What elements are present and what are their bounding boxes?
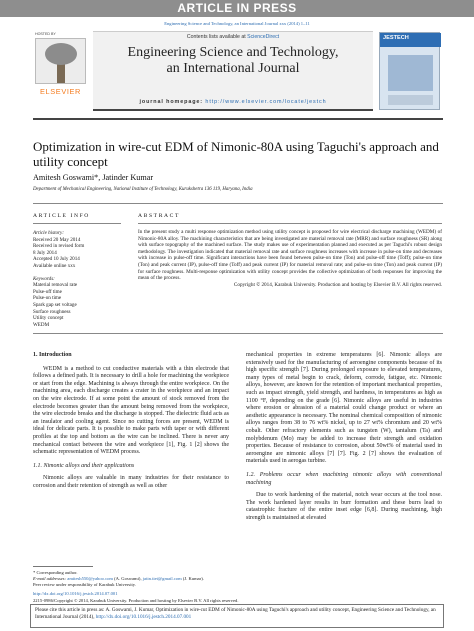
journal-name-line2: an International Journal bbox=[166, 61, 300, 76]
header-rule bbox=[33, 118, 443, 120]
contents-prefix: Contents lists available at bbox=[186, 34, 246, 40]
journal-name-line1: Engineering Science and Technology, bbox=[127, 45, 339, 60]
journal-title-box bbox=[93, 31, 373, 111]
elsevier-logo bbox=[33, 31, 88, 103]
issn-line: 2215-0986/Copyright © 2014, Karabuk University. Production and hosting by Elsevier B.V. All rights reserved. bbox=[33, 598, 239, 603]
body-left-column bbox=[33, 352, 229, 497]
doi-link[interactable]: http://dx.doi.org/10.1016/j.jestch.2014.07.001 bbox=[33, 591, 118, 596]
article-info bbox=[33, 230, 121, 328]
introduction-heading: 1. Introduction bbox=[33, 352, 72, 358]
footnote-rule bbox=[33, 566, 93, 567]
contents-line bbox=[93, 34, 373, 40]
citation-box bbox=[30, 604, 444, 628]
cover-footer bbox=[388, 95, 433, 105]
logo-wordmark: ELSEVIER bbox=[40, 87, 81, 96]
abstract-rule bbox=[138, 223, 442, 224]
affiliation: Department of Mechanical Engineering, National Institute of Technology, Kurukshetra 136 119, Haryana, India bbox=[33, 187, 253, 192]
abstract-body: In the present study a multi response optimization method using utility concept is proposed for wire electrical discharge machining (WEDM) of Nimonic-80A alloy. The machining characteristics that are being investigated are material removal rate (MRR) and surface roughness (SR) along with surface topography of the machined surface. The study makes use of experimentation planned and executed as per Taguchi's robust design methodology. The investigation indicated that material removal rate and surface roughness increases with increase in pulse-on time and decreases with increase in pulse-off time. Significant interactions have been found between pulse-on time (Ton) and pulse-off time (Toff); pulse-on time (Ton) and peak current (IP), pulse-off time (Toff) and peak current (IP) for material removal rate; and pulse-on time (Ton) and peak current (IP) for surface roughness. Multi-response optimization with utility concept provides the collective optimization of both responses for improving the mean of the process. bbox=[138, 229, 442, 282]
corresponding-author: * Corresponding author. bbox=[33, 570, 78, 575]
keyword: Material removal rate bbox=[33, 282, 78, 289]
homepage-line bbox=[93, 99, 373, 105]
info-rule bbox=[33, 223, 121, 224]
abstract bbox=[138, 229, 442, 288]
subsection-1-2-heading: 1.2. Problems occur when machining nimonic alloys with conventional machining bbox=[246, 471, 442, 486]
citation-doi-link[interactable]: http://dx.doi.org/10.1016/j.jestch.2014.07.001 bbox=[95, 613, 192, 620]
citation-text: Please cite this article in press as: A. Goswami, J. Kumar, Optimization in wire-cut EDM of Nimonic-80A using Taguchi's approach and utility concept, Engineering Science and Technology, an International Journal (2014), bbox=[35, 607, 436, 620]
nimonic-properties-paragraph: mechanical properties in extreme temperatures [6]. Nimonic alloys are extensively used for the manufacturing of aeroengine components because of its high specific strength [7]. During prolonged exposure to elevated temperatures, many types of metal begin to crack, deform, corrode, fatigue, etc. Nimonic alloys, however, are known for the retention of important mechanical properties, such as impact strength, yield strength, and hardness, in temperatures as high as 1100 °F, depending on the grade [6]. Nimonic alloys are useful in industries where erosion or abrasion of a material could change product or where an aesthetic appearance is necessary. The nominal chemical composition of nimonic alloys ranges from 38 to 76 wt% nickel, up to 27 wt% chromium and 20 wt% cobalt. Other refractory elements such as tungsten (W), tantalum (Ta) and molybdenum (Mo) may be added to increase their strength and oxidation properties. Because of resistance to corrosion, about 50wt% of material used in aeroengine are nimonic alloys [7] [7]. Fig. 2 [7] shows the evaluation of materials used in aerogas turbine. bbox=[246, 352, 442, 465]
history-item: Accepted 10 July 2014 bbox=[33, 256, 80, 263]
journal-name bbox=[93, 45, 373, 77]
email-link-1[interactable]: amitesh550@yahoo.com bbox=[67, 575, 113, 581]
history-item: Available online xxx bbox=[33, 262, 76, 269]
tree-logo-icon bbox=[35, 38, 86, 84]
abstract-copyright: Copyright © 2014, Karabuk University. Production and hosting by Elsevier B.V. All rights reserved. bbox=[233, 281, 442, 288]
homepage-label: journal homepage: bbox=[139, 99, 204, 105]
intro-paragraph: WEDM is a method to cut conductive materials with a thin electrode that follows a defined path. It is necessary to drill a hole for machining the workpiece or start from the edge. Machining is always through the entire workpiece. On the machining area, each discharge creates a crater in the workpiece and an impact on the wire electrode. If at some point the amount of stock removed from the electrode becomes greater than the amount being removed from the workpiece, the wire electrode breaks and the discharge is stopped. The dielectric fluid acts as an insulator and cooling agent. Since no cutting forces are present, WEDM is ideal for delicate parts. It is possible to make parts with taper or with different profiles at the top and bottom as the wire can be inclined. There is never any mechanical contact between the wire and workpiece [1], Fig. 1 [2] shows the schematic representation of WEDM process. bbox=[33, 365, 229, 456]
history-heading: Article history: bbox=[33, 230, 64, 236]
homepage-link[interactable]: http://www.elsevier.com/locate/jestch bbox=[205, 99, 327, 105]
keyword: Surface roughness bbox=[33, 308, 71, 315]
keyword: Pulse-on time bbox=[33, 295, 62, 302]
email-line bbox=[33, 576, 229, 582]
keywords-heading: Keywords: bbox=[33, 275, 55, 282]
email-link-2[interactable]: jatin.tiet@gmail.com bbox=[142, 575, 182, 581]
keyword: WEDM bbox=[33, 321, 50, 328]
cover-image bbox=[388, 55, 433, 91]
history-item: 8 July 2014 bbox=[33, 249, 57, 256]
history-item: Received in revised form bbox=[33, 243, 85, 250]
article-in-press-banner: ARTICLE IN PRESS bbox=[0, 0, 474, 17]
abstract-label: ABSTRACT bbox=[138, 213, 181, 219]
nimonic-paragraph: Nimonic alloys are valuable in many industries for their resistance to corrosion and their retention of strength as well as other bbox=[33, 475, 229, 489]
email-label: E-mail addresses: bbox=[33, 575, 67, 581]
email-name-1: (A. Goswami), bbox=[114, 575, 142, 581]
keyword: Pulse-off time bbox=[33, 288, 62, 295]
sciencedirect-link[interactable]: ScienceDirect bbox=[247, 34, 280, 40]
journal-header bbox=[33, 31, 441, 113]
article-title: Optimization in wire-cut EDM of Nimonic-80A using Taguchi's approach and utility concept bbox=[33, 139, 439, 169]
cover-title: JESTECH bbox=[383, 35, 409, 41]
journal-cover-thumbnail bbox=[379, 32, 440, 110]
article-info-label: ARTICLE INFO bbox=[33, 213, 90, 219]
subsection-1-1-heading: 1.1. Nimonic alloys and their applications bbox=[33, 462, 135, 469]
machining-problems-paragraph: Due to work hardening of the material, notch wear occurs at the tool nose. The work hardened layer results in burr formation and these burrs lead to catastrophic fracture of the entire inset edge [6,8]. During machining, high strength is maintained at elevated bbox=[246, 492, 442, 521]
footnote bbox=[33, 566, 229, 587]
body-right-column bbox=[246, 352, 442, 528]
logo-hosted-text: HOSTED BY bbox=[35, 32, 56, 36]
keyword: Spark gap set voltage bbox=[33, 301, 77, 308]
abstract-bottom-rule bbox=[33, 333, 443, 334]
keyword: Utility concept bbox=[33, 315, 64, 322]
affiliation-rule bbox=[33, 203, 443, 204]
email-name-2: (J. Kumar). bbox=[182, 575, 204, 581]
history-item: Received 20 May 2014 bbox=[33, 236, 81, 243]
peer-review-note: Peer review under responsibility of Karabuk University. bbox=[33, 581, 136, 587]
running-header[interactable]: Engineering Science and Technology, an International Journal xxx (2014) 1–11 bbox=[164, 21, 310, 26]
authors: Amitesh Goswami*, Jatinder Kumar bbox=[33, 173, 154, 182]
